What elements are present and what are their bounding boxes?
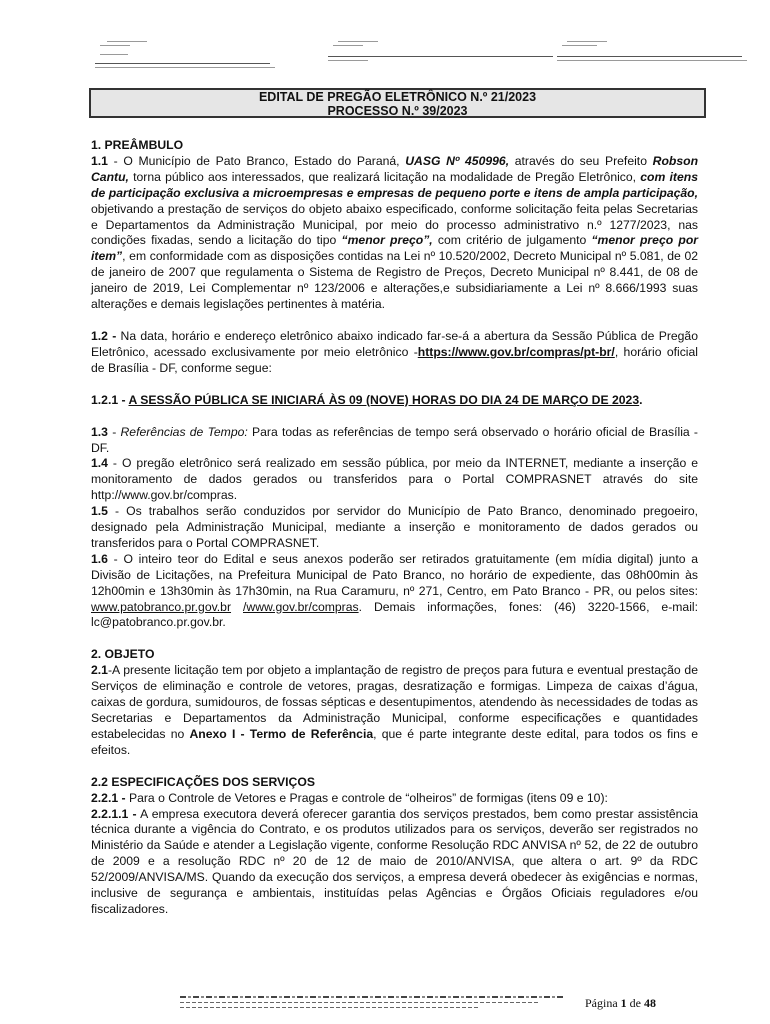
compras-link[interactable]: https://www.gov.br/compras/pt-br/ — [417, 344, 615, 359]
page-number: Página 1 de 48 — [585, 996, 656, 1010]
footer-letterhead — [180, 992, 570, 1018]
section-heading-especificacoes: 2.2 ESPECIFICAÇÕES DOS SERVIÇOS — [91, 774, 315, 789]
edital-title-box — [89, 88, 706, 118]
paragraph-1-6: 1.6 - O inteiro teor do Edital e seus anexos poderão ser retirados gratuitamente (em mídia digital) junto a Divisão de Licitações, na Prefeitura Municipal de Pato Branco, no horário de expediente, das 08h00min às 12h00min e 13h30min às 17h30min, na Rua Caramuru, nº 271, Centro, em Pato Branco - PR, ou pelos sites: www.patobranco.pr.gov.br /www.gov.br/compras. Demais informações, fones: (46) 3220-1566, e-mail: lc@patobranco.pr.gov.br. — [91, 551, 698, 630]
paragraph-1-4: 1.4 - O pregão eletrônico será realizado em sessão pública, por meio da INTERNET, mediante a inserção e monitoramento de dados gerados ou transferidos para o Portal COMPRASNET através do site http://www.gov.br/compras. — [91, 456, 698, 503]
process-number: PROCESSO N.º 39/2023 — [327, 104, 468, 118]
letterhead-right-block — [557, 38, 747, 64]
edital-title: EDITAL DE PREGÃO ELETRÔNICO N.º 21/2023 — [258, 90, 537, 104]
letterhead — [95, 38, 745, 78]
gov-compras-link[interactable]: /www.gov.br/compras — [243, 599, 359, 614]
paragraph-1-1: 1.1 - O Município de Pato Branco, Estado do Paraná, UASG Nº 450996, através do seu Prefeito Robson Cantu, torna público aos interessados, que realizará licitação na modalidade de Pregão Eletrônico, com itens de participação exclusiva a microempresas e empresas de pequeno porte e itens de ampla participação, objetivando a prestação de serviços do objeto abaixo especificado, conforme solicitação feita pelas Secretarias e Departamentos da Administração Municipal, por meio do processo administrativo n.º 1277/2023, nas condições fixadas, sendo a licitação do tipo “menor preço”, com critério de julgamento “menor preço por item”, em conformidade com as disposições contidas na Lei nº 10.520/2002, Decreto Municipal nº 5.081, de 02 de janeiro de 2007 que regulamenta o Sistema de Registro de Preços, Decreto Municipal nº 8.441, de 08 de janeiro de 2019, Lei Complementar nº 123/2006 e alterações,e subsidiariamente a Lei nº 8.666/1993 suas alterações e demais legislações pertinentes à matéria. — [91, 153, 699, 312]
paragraph-1-2: 1.2 - Na data, horário e endereço eletrônico abaixo indicado far-se-á a abertura da Sessão Pública de Pregão Eletrônico, acessado exclusivamente por meio eletrônico -https://www.gov.br/compras/pt-br/, horário oficial de Brasília - DF, conforme segue: — [91, 328, 698, 375]
letterhead-left-block — [95, 38, 275, 71]
section-heading-preambulo: 1. PREÂMBULO — [91, 138, 184, 152]
letterhead-center-block — [328, 38, 558, 64]
paragraph-1-3: 1.3 - Referências de Tempo: Para todas as referências de tempo será observado o horário oficial de Brasília - DF. — [91, 424, 698, 455]
patobranco-link[interactable]: www.patobranco.pr.gov.br — [91, 599, 232, 614]
paragraph-1-2-1: 1.2.1 - A SESSÃO PÚBLICA SE INICIARÁ ÀS 09 (NOVE) HORAS DO DIA 24 DE MARÇO DE 2023. — [91, 392, 643, 407]
section-heading-objeto: 2. OBJETO — [91, 647, 155, 662]
paragraph-2-1: 2.1-A presente licitação tem por objeto a implantação de registro de preços para futura e eventual prestação de Serviços de eliminação e controle de vetores, pragas, desratização e formigas. Limpeza de caixas d’água, caixas de gordura, sumidouros, de fossas sépticas e desentupimentos, atendendo às necessidades de todas as Secretarias e Departamentos da Administração Municipal, conforme especificações e quantidades estabelecidas no Anexo I - Termo de Referência, que é parte integrante deste edital, para todos os fins e efeitos. — [91, 663, 699, 757]
paragraph-1-5: 1.5 - Os trabalhos serão conduzidos por servidor do Município de Pato Branco, denominado pregoeiro, designado pela Administração Municipal, mediante a inserção e monitoramento de dados gerados ou transferidos para o Portal COMPRASNET. — [91, 504, 698, 550]
paragraph-2-2-1: 2.2.1 - Para o Controle de Vetores e Pragas e controle de “olheiros” de formigas (itens 09 e 10): — [91, 790, 608, 805]
session-start-notice: A SESSÃO PÚBLICA SE INICIARÁ ÀS 09 (NOVE) HORAS DO DIA 24 DE MARÇO DE 2023 — [128, 392, 640, 407]
document-body — [91, 138, 698, 918]
paragraph-2-2-1-1: 2.2.1.1 - A empresa executora deverá oferecer garantia dos serviços prestados, bem como prestar assistência técnica durante a vigência do Contrato, e os produtos utilizados para os serviços, deverão ser registrados no Ministério da Saúde e atender a Legislação vigente, conforme Resolução RDC ANVISA nº 52, de 22 de outubro de 2009 e a resolução RDC nº 20 de 12 de maio de 2010/ANVISA, que altera o art. 9º da RDC 52/2009/ANVISA/MS. Quando da execução dos serviços, a empresa deverá obedecer às exigências e normas, inclusive de segurança e ambientais, instituídas pelas Agências e Órgãos Oficiais reguladores e/ou fiscalizadores. — [91, 806, 698, 916]
